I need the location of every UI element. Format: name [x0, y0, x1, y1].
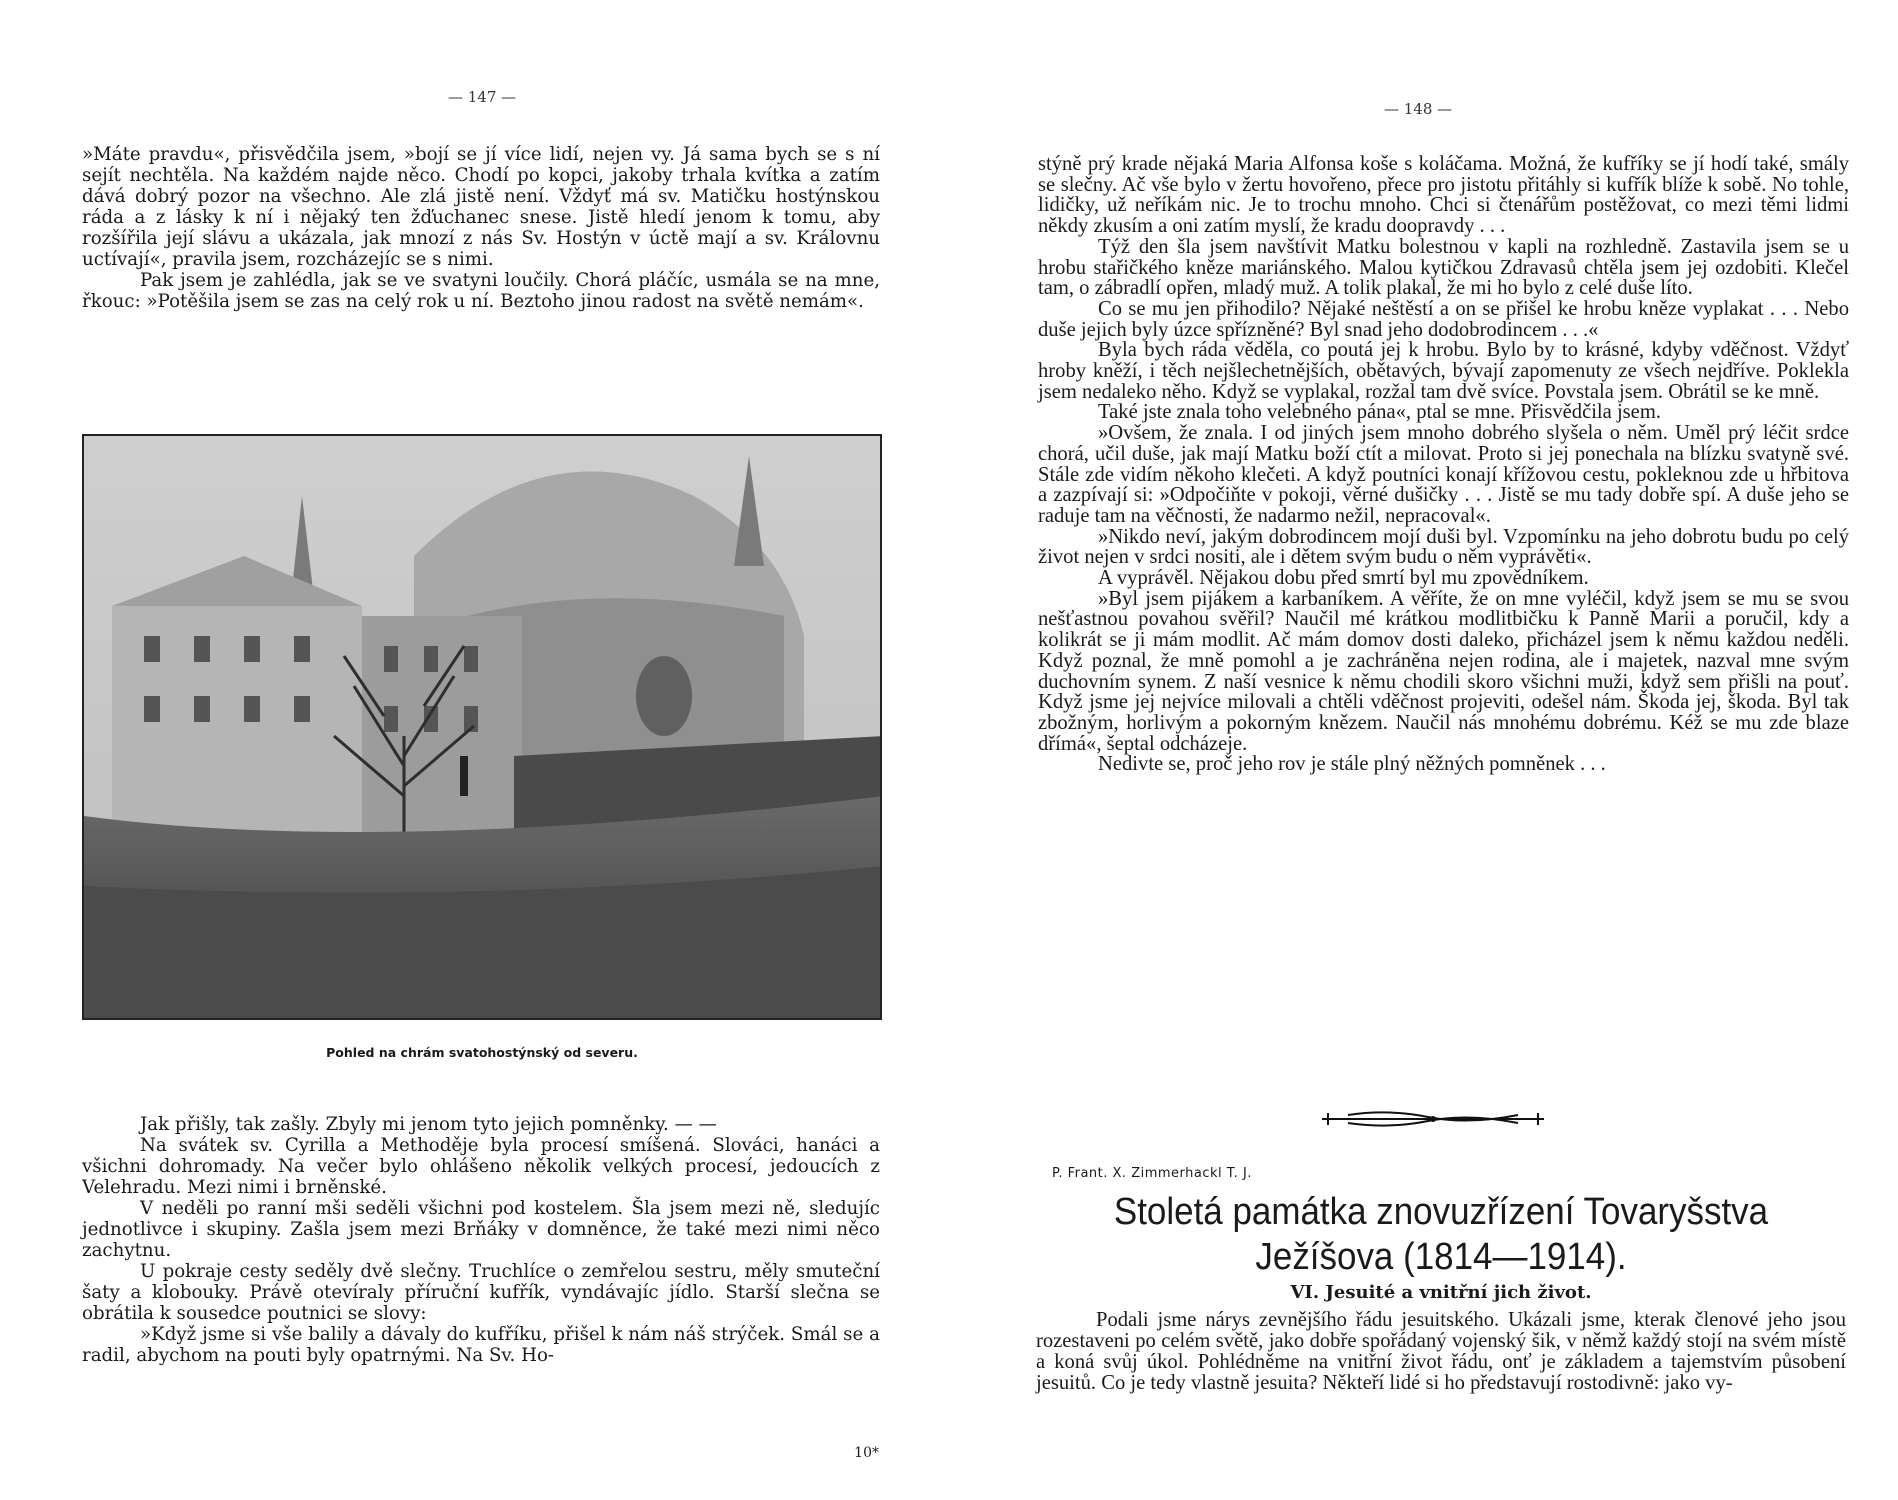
article-author: P. Frant. X. Zimmerhackl T. J. [1052, 1166, 1252, 1181]
article-title [1068, 1190, 1813, 1280]
bottom-text [82, 1114, 880, 1366]
paragraph: Týž den šla jsem navštívit Matku bolestnou v kapli na rozhledně. Zastavila jsem se u hrobu stařičkého kněze mariánského. Malou kytičkou Zdravasů chtěla jsem jej ozdobiti. Klečel tam, o zábradlí opřen, mladý muž. A tolik plakal, že mi ho bylo z celé duše líto. [1038, 235, 1849, 300]
page-number: — 147 — [448, 88, 517, 106]
paragraph: stýně prý krade nějaká Maria Alfonsa koše s koláčama. Možná, že kufříky se jí hodí také, smály se slečny. Ač vše bylo v žertu hovořeno, přece pro jistotu přitáhly si kufřík blíže k sobě. No tohle, lidičky, už neříkám nic. Je to trochu mnoho. Chci si čtenářům postěžovat, co mezi těmi lidmi někdy zkusím a oni zatím myslí, že kradu doopravdy . . . [1038, 153, 1849, 238]
church-illustration [84, 436, 882, 1020]
paragraph: Co se mu jen přihodilo? Nějaké neštěstí a on se přišel ke hrobu kněze vyplakat . . . Nebo duše jejich byly úzce spřízněné? Byl snad jeho dodobrodincem . . .« [1038, 297, 1849, 341]
paragraph: »Když jsme si vše balily a dávaly do kufříku, přišel k nám náš strýček. Smál se a radil, abychom na pouti byly opatrnými. Na Sv. Ho- [82, 1324, 880, 1366]
signature-mark: 10* [854, 1445, 879, 1461]
paragraph: Pak jsem je zahlédla, jak se ve svatyni loučily. Chorá pláčíc, usmála se na mne, řkouc: »Potěšila jsem se zas na celý rok u ní. Beztoho jinou radost na světě nemám«. [82, 270, 880, 312]
paragraph: »Byl jsem pijákem a karbaníkem. A věříte, že on mne vyléčil, když jsem se mu se svou nešťastnou povahou svěřil? Naučil mé krátkou modlitbičku k Panně Marii a poručil, kdy a kolikrát se ji mám modlit. Ač mám domov dosti daleko, přicházel jsem k němu každou neděli. Když poznal, že mně pomohl a je zachráněna nejen rodina, ale i majetek, nazval mne svým duchovním synem. Z naší vesnice k němu chodili skoro všichni muži, když sem přišli na pouť. Když jsme jej nejvíce milovali a chtěli vděčnost projeviti, odešel nám. Škoda jej, škoda. Byl tak zbožným, horlivým a pokorným knězem. Naučil nás mnohému dobrému. Kéž se mu zde blaze dřímá«, šeptal odcházeje. [1038, 587, 1849, 755]
church-photo [82, 434, 882, 1020]
article-title-line: Ježíšova (1814—1914). [1255, 1236, 1627, 1278]
page-number: — 148 — [1384, 100, 1453, 118]
paragraph: »Ovšem, že znala. I od jiných jsem mnoho dobrého slyšela o něm. Uměl prý léčit srdce chorá, učil duše, jak mají Matku boží ctít a milovat. Proto si jej ponechala na blízku svatyně své. Stále zde vidím někoho klečeti. A když poutníci konají křížovou cestu, pokleknou zde u hřbitova a zazpívají si: »Odpočiňte v pokoji, věrné dušičky . . . Jistě se mu tady dobře spí. A duše jeho se raduje tam na věčnosti, že nadarmo nežil, nepracoval«. [1038, 422, 1849, 527]
article-title-line: Stoletá památka znovuzřízení Tovaryšstva [1113, 1191, 1769, 1233]
paragraph: Jak přišly, tak zašly. Zbyly mi jenom tyto jejich pomněnky. — — [140, 1114, 717, 1135]
ornament-divider [1318, 1103, 1548, 1135]
article-text [1036, 1310, 1846, 1394]
paragraph: Byla bych ráda věděla, co poutá jej k hrobu. Bylo by to krásné, kdyby vděčnost. Vždyť hroby kněží, i těch nejšlechetnějších, obětavých, bývají zapomenuty ze všech nejdříve. Poklekla jsem nedaleko něho. Když se vyplakal, rozžal tam dvě svíce. Povstala jsem. Obrátil se ke mně. [1038, 339, 1849, 403]
paragraph: A vyprávěl. Nějakou dobu před smrtí byl mu zpovědníkem. [1098, 567, 1589, 590]
paragraph: »Nikdo neví, jakým dobrodincem mojí duši byl. Vzpomínku na jeho dobrotu budu po celý život nejen v srdci nositi, ale i dětem svým budu o něm vyprávěti«. [1038, 525, 1849, 569]
paragraph: Podali jsme nárys zevnějšího řádu jesuitského. Ukázali jsme, kterak členové jeho jsou rozestaveni po celém světě, jako dobře spořádaný vojenský šik, v němž každý stojí na svém místě a koná svůj úkol. Pohlédněme na vnitřní život řádu, onť je základem a tajemstvím působení jesuitů. Co je tedy vlastně jesuita? Někteří lidé si ho představují rostodivně: jako vy- [1036, 1309, 1846, 1394]
section-heading: VI. Jesuité a vnitřní jich život. [1290, 1282, 1592, 1303]
photo-caption: Pohled na chrám svatohostýnský od severu. [326, 1045, 638, 1060]
paragraph: V neděli po ranní mši seděli všichni pod kostelem. Šla jsem mezi ně, sledujíc jednotlivce i skupiny. Zašla jsem mezi Brňáky v domněnce, že také mezi nimi něco zachytnu. [82, 1198, 880, 1261]
paragraph: U pokraje cesty seděly dvě slečny. Truchlíce o zemřelou sestru, měly smuteční šaty a klobouky. Právě otevíraly příruční kufřík, vyndávajíc jídlo. Starší slečna se obrátila k sousedce poutnici se slovy: [82, 1261, 880, 1324]
paragraph: »Máte pravdu«, přisvědčila jsem, »bojí se jí více lidí, nejen vy. Já sama bych se s ní sejít nechtěla. Na každém najde něco. Chodí po kopci, jakoby trhala kvítka a zatím dává dobrý pozor na všechno. Ale zlá jistě není. Vždyť má sv. Matičku hostýnskou ráda a z lásky k ní i nějaký ten žďuchanec snese. Jistě hledí jenom k tomu, aby rozšířila její slávu a ukázala, jak mnozí z nás Sv. Hostýn v úctě mají a sv. Královnu uctívají«, pravila jsem, rozcházejíc se s nimi. [82, 144, 880, 270]
main-text [1038, 154, 1849, 775]
paragraph: Nedivte se, proč jeho rov je stále plný něžných pomněnek . . . [1098, 753, 1606, 776]
paragraph: Na svátek sv. Cyrilla a Methoděje byla procesí smíšená. Slováci, hanáci a všichni dohromady. Na večer bylo ohlášeno několik velkých procesí, jedoucích z Velehradu. Mezi nimi i brněnské. [82, 1135, 880, 1198]
top-text [82, 144, 880, 312]
paragraph: Také jste znala toho velebného pána«, ptal se mne. Přisvědčila jsem. [1098, 401, 1661, 424]
